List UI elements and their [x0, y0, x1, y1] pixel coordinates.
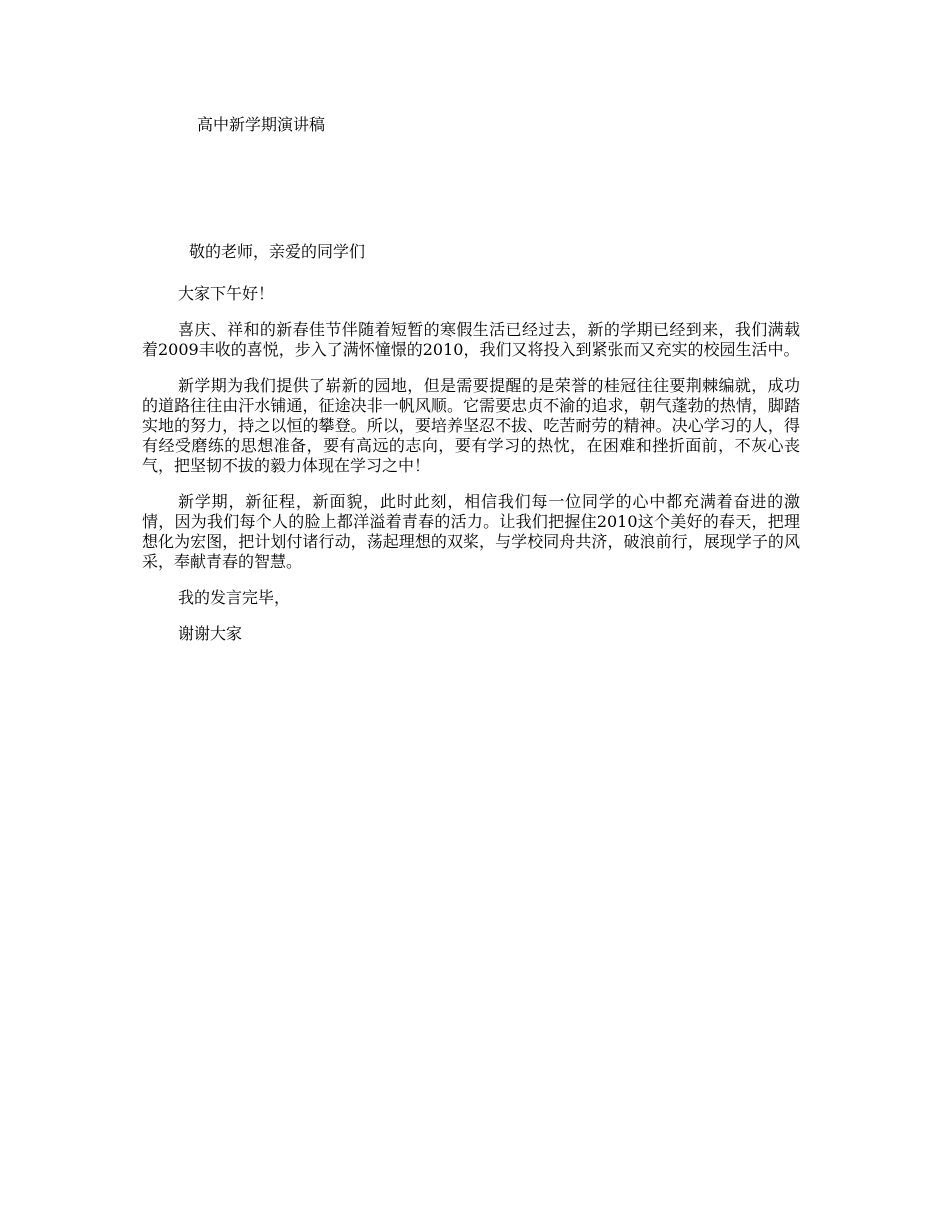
body-paragraph: 喜庆、祥和的新春佳节伴随着短暂的寒假生活已经过去，新的学期已经到来，我们满载着2009丰收的喜悦，步入了满怀憧憬的2010，我们又将投入到紧张而又充实的校园生活中。 [142, 320, 800, 359]
closing-paragraph: 我的发言完毕， [178, 588, 291, 607]
greeting-paragraph: 大家下午好！ [178, 284, 275, 303]
thanks-paragraph: 谢谢大家 [178, 624, 243, 643]
salutation: 敬的老师，亲爱的同学们 [189, 242, 366, 261]
body-paragraph: 新学期为我们提供了崭新的园地，但是需要提醒的是荣誉的桂冠往往要荆棘编就，成功的道路往往由汗水铺通，征途决非一帆风顺。它需要忠贞不渝的追求，朝气蓬勃的热情，脚踏实地的努力，持之以恒的攀登。所以，要培养坚忍不拔、吃苦耐劳的精神。决心学习的人，得有经受磨练的思想准备，要有高远的志向，要有学习的热忱，在困难和挫折面前，不灰心丧气，把坚韧不拔的毅力体现在学习之中！ [142, 376, 800, 475]
document-title: 高中新学期演讲稿 [197, 115, 326, 134]
body-paragraph: 新学期，新征程，新面貌，此时此刻，相信我们每一位同学的心中都充满着奋进的激情，因为我们每个人的脸上都洋溢着青春的活力。让我们把握住2010这个美好的春天，把理想化为宏图，把计划付诸行动，荡起理想的双桨，与学校同舟共济，破浪前行，展现学子的风采，奉献青春的智慧。 [142, 492, 800, 571]
document-body [142, 284, 800, 660]
